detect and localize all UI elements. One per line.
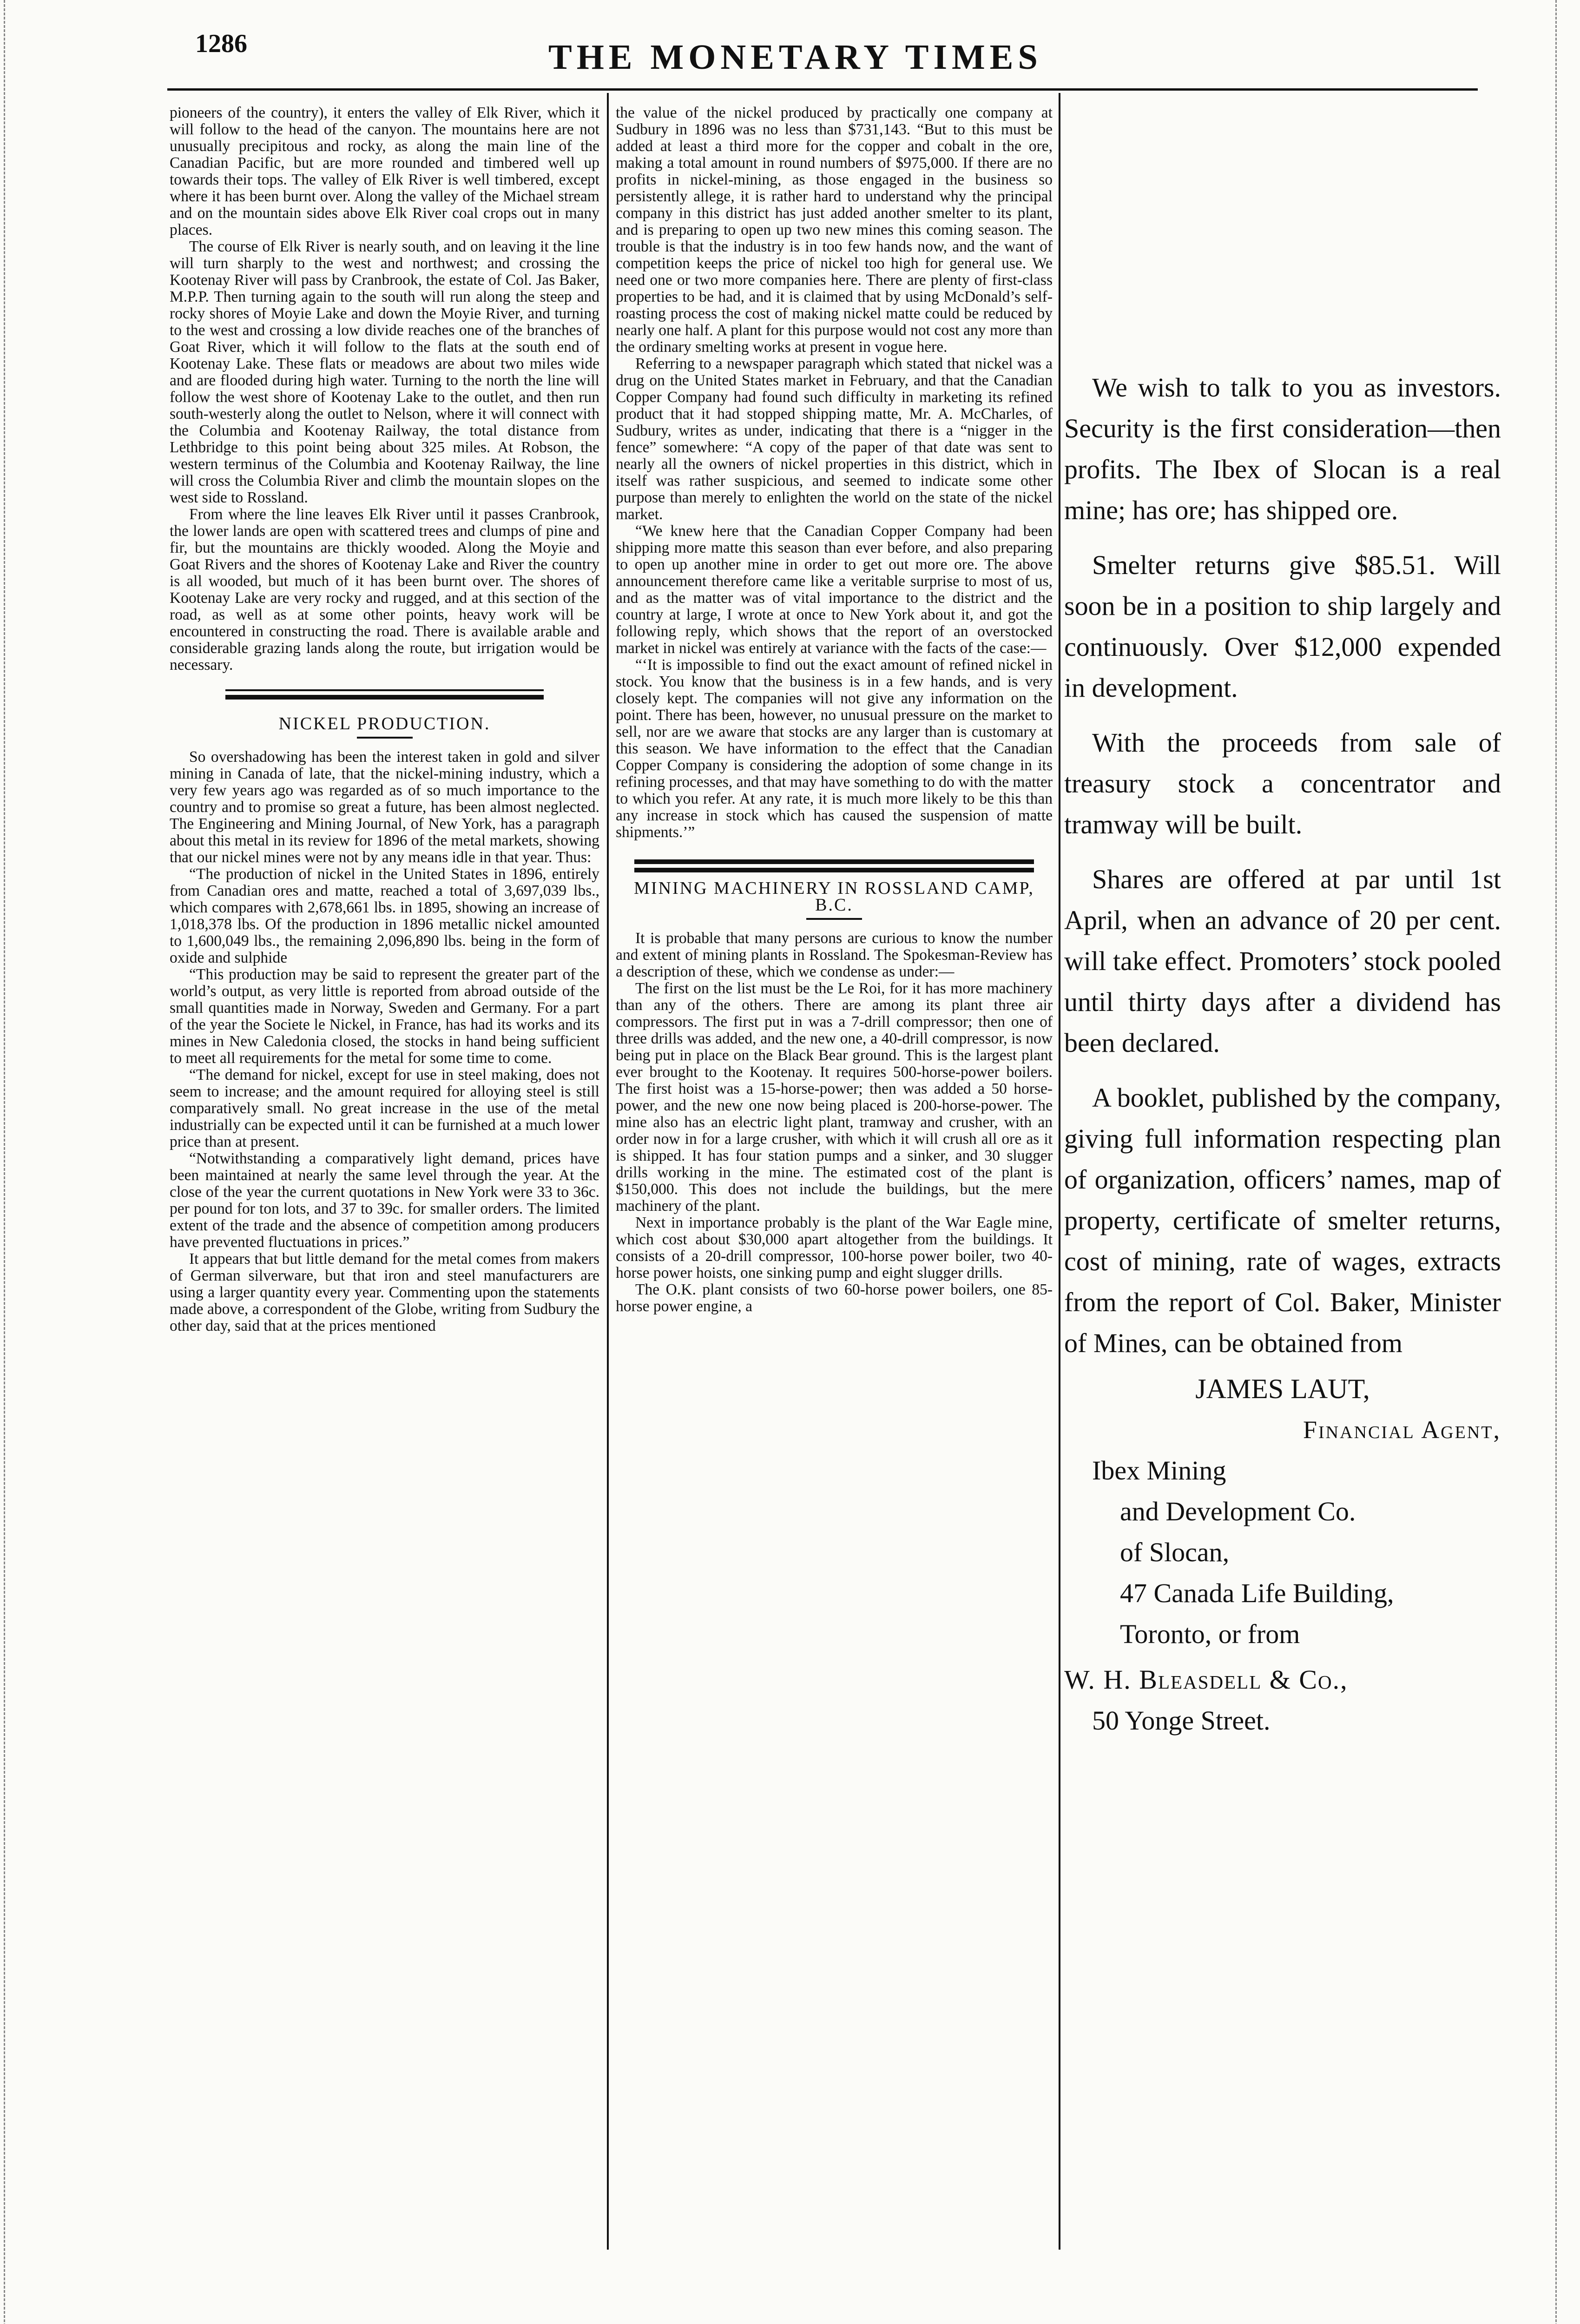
article-paragraph: The O.K. plant consists of two 60-horse power boilers, one 85-horse power engine, a [616, 1281, 1053, 1315]
heading-rule [357, 737, 413, 739]
article-paragraph: “‘It is impossible to find out the exact amount of refined nickel in stock. You know that the business is in a few hands, and is very closely kept. The companies will not give any information on the point. There has been, however, no unusual pressure on the market to sell, nor are we aware that stocks are any larger than is customary at this season. We have information to the effect that the Canadian Copper Company is considering the adoption of some change in its refining processes, and that may have something to do with the matter to which you refer. At any rate, it is much more likely to be this than any increase in stock which has caused the suspension of matte shipments.’” [616, 656, 1053, 841]
section-rule [225, 689, 544, 691]
ad-paragraph: A booklet, published by the company, giving full information respecting plan of organization, officers’ names, map of property, certificate of smelter returns, cost of mining, rate of wages, extracts from the report of Col. Baker, Minister of Mines, can be obtained from [1064, 1083, 1501, 1358]
article-paragraph: The first on the list must be the Le Roi, for it has more machinery than any of the others. There are among its plant three air compressors. The first put in was a 7-drill compressor; then one of three drills was added, and the new one, a 40-drill compressor, is now being put in place on the Black Bear ground. This is the largest plant ever brought to the Kootenay. It requires 500-horse-power boilers. The first hoist was a 15-horse-power; then was added a 50 horse-power, and the new one now being placed is 200-horse-power. The mine also has an electric light plant, tramway and crusher, with an order now in for a large crusher, with which it will crush all ore as it is shipped. It has four station pumps and a sinker, and 30 slugger drills working in the mine. The estimated cost of the plant is $150,000. This does not include the buildings, but the mere machinery of the plant. [616, 980, 1053, 1215]
article-paragraph: the value of the nickel produced by practically one company at Sudbury in 1896 was no less than $731,143. “But to this must be added at least a third more for the copper and cobalt in the ore, making a total amount in round numbers of $975,000. If there are no profits in nickel-mining, as those engaged in the business so persistently allege, it is rather hard to understand why the principal company in this district has just added another smelter to its plant, and is preparing to open up two new mines this coming season. The trouble is that the industry is in too few hands now, and the want of competition keeps the price of nickel too high for general use. We need one or two more companies here. There are plenty of first-class properties to be had, and it is claimed that by using McDonald’s self-roasting process the cost of making nickel matte could be reduced by nearly one half. A plant for this purpose would not cost any more than the ordinary smelting works at present in vogue here. [616, 104, 1053, 356]
column-rule-2 [1059, 93, 1060, 2250]
perforation-edge-right [1555, 0, 1561, 2324]
column-1 [170, 105, 599, 1334]
section-heading-mining-machinery: MINING MACHINERY IN ROSSLAND CAMP, B.C. [634, 878, 1034, 915]
ad-paragraph: We wish to talk to you as investors. Security is the first consideration—then profits. The Ibex of Slocan is a real mine; has ore; has shipped ore. [1064, 372, 1501, 525]
heavy-rule [634, 859, 1034, 864]
agent-name: JAMES LAUT, [1195, 1373, 1370, 1404]
ad-paragraph: Shares are offered at par until 1st April, when an advance of 20 per cent. will take effect. Promoters’ stock pooled until thirty days after a dividend has been declared. [1064, 864, 1501, 1058]
section-heading-nickel-production: NICKEL PRODUCTION. [278, 714, 491, 733]
heading-rule [806, 918, 862, 920]
article-paragraph: “Notwithstanding a comparatively light demand, prices have been maintained at nearly the same level through the year. At the close of the year the current quotations in New York were 33 to 36c. per pound for ton lots, and 37 to 39c. for smaller orders. The limited extent of the trade and the absence of competition among producers have prevented fluctuations in prices.” [170, 1150, 599, 1251]
article-paragraph: “The production of nickel in the United States in 1896, entirely from Canadian ores and matte, reached a total of 3,697,039 lbs., which compares with 2,678,661 lbs. in 1895, showing an increase of 1,018,378 lbs. Of the production in 1896 metallic nickel amounted to 1,600,049 lbs., the remaining 2,096,890 lbs. being in the form of oxide and sulphide [170, 865, 599, 966]
article-paragraph: It is probable that many persons are curious to know the number and extent of mining plants in Rossland. The Spokesman-Review has a description of these, which we condense as under:— [616, 930, 1053, 980]
address-line: 47 Canada Life Building, [1120, 1578, 1394, 1608]
article-paragraph: “This production may be said to represent the greater part of the world’s output, as very little is reported from abroad outside of the small quantities made in Norway, Sweden and Germany. For a part of the year the Societe le Nickel, in France, has had its works and its mines in New Caledonia closed, the stocks in hand being sufficient to meet all requirements for the metal for some time to come. [170, 966, 599, 1067]
article-paragraph: “We knew here that the Canadian Copper Company had been shipping more matte this season than ever before, and also preparing to open up another mine in order to get out more ore. The above announcement therefore came like a veritable surprise to most of us, and as the matter was of vital importance to the district and the country at large, I wrote at once to New York about it, and got the following reply, which shows that the report of an overstocked market in nickel was entirely at variance with the facts of the case:— [616, 522, 1053, 657]
perforation-edge-left [4, 0, 10, 2324]
agent-title: Financial Agent, [1303, 1416, 1501, 1444]
article-paragraph: “The demand for nickel, except for use in steel making, does not seem to increase; and the amount required for alloying steel is still comparatively small. No great increase in the use of the metal industrially can be expected until it can be furnished at a much lower price than at present. [170, 1066, 599, 1150]
column-rule-1 [607, 93, 609, 2250]
advertisement-ibex-mining [1064, 367, 1501, 1741]
article-paragraph: From where the line leaves Elk River until it passes Cranbrook, the lower lands are open with scattered trees and clumps of pine and fir, but the mountains are thickly wooded. Along the Moyie and Goat Rivers and the shores of Kootenay Lake and River the country is all wooded, but much of it has been burnt over. The shores of Kootenay Lake are very rocky and rugged, and at this section of the road, as well as at some other points, heavy work will be encountered in constructing the road. There is available arable and considerable grazing lands along the route, but irrigation would be necessary. [170, 506, 599, 673]
article-paragraph: So overshadowing has been the interest taken in gold and silver mining in Canada of late, that the nickel-mining industry, which a very few years ago was regarded as of so much importance to the country and to promise so great a future, has been almost neglected. The Engineering and Mining Journal, of New York, has a paragraph about this metal in its review for 1896 of the metal markets, showing that our nickel mines were not by any means idle in that year. Thus: [170, 748, 599, 866]
article-paragraph: The course of Elk River is nearly south, and on leaving it the line will turn sharply to the west and northwest; and crossing the Kootenay River will pass by Cranbrook, the estate of Col. Jas Baker, M.P.P. Then turning again to the south will run along the steep and rocky shores of Moyie Lake and down the Moyie River, and turning to the west and crossing a low divide reaches one of the branches of Goat River, which it will follow to the flats at the south end of Kootenay Lake. These flats or meadows are about two miles wide and are flooded during high water. Turning to the north the line will follow the west shore of Kootenay Lake to the outlet, and then run south-westerly along the outlet to Nelson, where it will connect with the Columbia and Kootenay Railway, the total distance from Lethbridge to this point being about 325 miles. At Robson, the western terminus of the Columbia and Kootenay Railway, the line will cross the Columbia River and climb the mountain slopes on the west side to Rossland. [170, 238, 599, 506]
page-number: 1286 [195, 29, 247, 58]
article-paragraph: It appears that but little demand for the metal comes from makers of German silverware, but that iron and steel manufacturers are using a larger quantity every year. Commenting upon the statements made above, a correspondent of the Globe, writing from Sudbury the other day, said that at the prices mentioned [170, 1250, 599, 1334]
address-line: Toronto, or from [1120, 1619, 1300, 1649]
heavy-rule [634, 868, 1034, 872]
header-rule [167, 88, 1478, 91]
masthead-title: THE MONETARY TIMES [548, 38, 1042, 77]
article-paragraph: Next in importance probably is the plant of the War Eagle mine, which cost about $30,000 apart altogether from the buildings. It consists of a 20-drill compressor, 100-horse power boiler, two 40-horse power hoists, one sinking pump and eight slugger drills. [616, 1214, 1053, 1281]
article-paragraph: pioneers of the country), it enters the valley of Elk River, which it will follow to the head of the canyon. The mountains here are not unusually precipitous and rocky, as along the main line of the Canadian Pacific, but are more rounded and timbered well up towards their tops. The valley of Elk River is well timbered, except where it has been burnt over. Along the valley of the Michael stream and on the mountain sides above Elk River coal crops out in many places. [170, 104, 599, 238]
section-rules [634, 859, 1034, 872]
address-line: Ibex Mining [1092, 1455, 1226, 1486]
firm-name: W. H. Bleasdell & Co., [1064, 1664, 1348, 1695]
article-paragraph: Referring to a newspaper paragraph which stated that nickel was a drug on the United States market in February, and that the Canadian Copper Company had found such difficulty in marketing its refined product that it had stopped shipping matte, Mr. A. McCharles, of Sudbury, writes as under, indicating that there is a “nigger in the fence” somewhere: “A copy of the paper of that date was sent to nearly all the owners of nickel properties in this district, which in itself was rather suspicious, and seemed to indicate some other purpose than merely to enlighten the world on the state of the nickel market. [616, 355, 1053, 523]
ad-paragraph: With the proceeds from sale of treasury stock a concentrator and tramway will be built. [1064, 727, 1501, 839]
firm-address: 50 Yonge Street. [1092, 1705, 1271, 1736]
ad-paragraph: Smelter returns give $85.51. Will soon be in a position to ship largely and continuously. Over $12,000 expended in development. [1064, 550, 1501, 703]
address-line: and Development Co. [1120, 1496, 1356, 1526]
section-rule [225, 695, 544, 700]
address-line: of Slocan, [1120, 1537, 1230, 1567]
column-2 [616, 105, 1053, 1315]
